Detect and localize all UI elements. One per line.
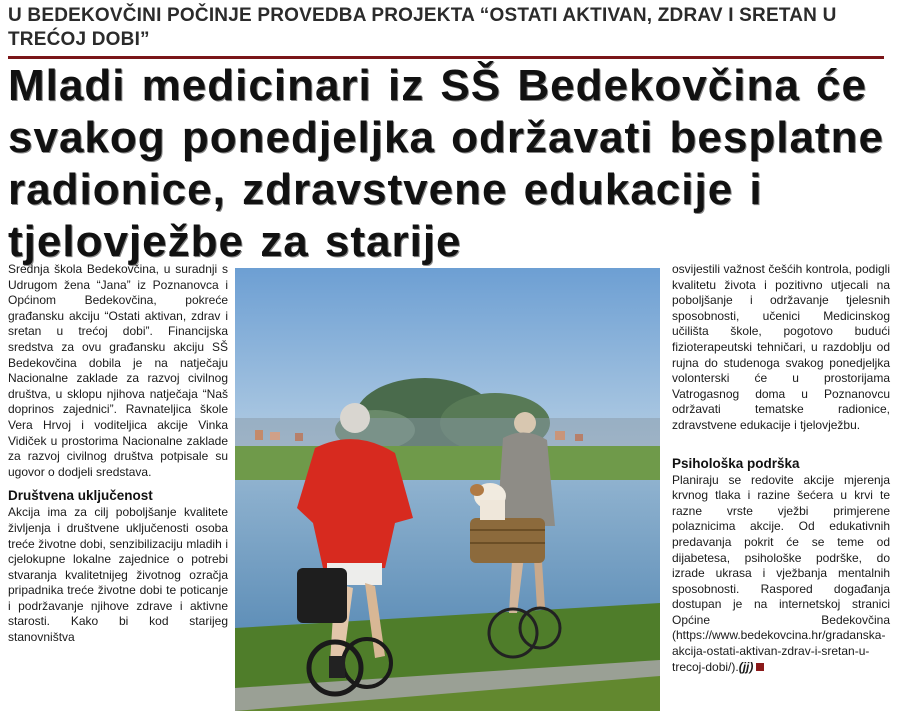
section-paragraph-psychological-support bbox=[672, 473, 890, 676]
elderly-couple-cycling-photo bbox=[235, 268, 660, 711]
end-mark-icon bbox=[756, 663, 764, 671]
right-column bbox=[672, 262, 890, 675]
psych-support-text: Planiraju se redovite akcije mjerenja krvnog tlaka i razine šećera u krvi te razne vrste vježbi primjerene polaznicima akcije. Od edukativnih predavanja pokrit će se teme od dijabetesa, psihološke podrške, do izrade ukrasa i vježbanja mentalnih sposobnosti. Raspored događanja dostupan je na internetskoj stranici Općine Bedekovčina (https://www.bedekovcina.hr/gradanska-akcija-ostati-aktivan-zdrav-i-sretan-u-trecoj-dobi/). bbox=[672, 472, 890, 674]
article-headline: Mladi medicinari iz SŠ Bedekovčina će svakog ponedjeljka održavati besplatne radionice, zdravstvene edukacije i tjelovježbe za starije bbox=[8, 61, 884, 266]
left-column bbox=[8, 262, 228, 646]
section-heading-psychological-support: Psihološka podrška bbox=[672, 455, 800, 471]
article-kicker: U BEDEKOVČINI POČINJE PROVEDBA PROJEKTA “OSTATI AKTIVAN, ZDRAV I SRETAN U TREĆOJ DOBI” bbox=[8, 5, 837, 50]
author-signature: (jj) bbox=[738, 659, 754, 674]
section-paragraph-social-inclusion: Akcija ima za cilj poboljšanje kvalitete življenja i društvene uključenosti osoba treće životne dobi, senzibilizaciju mladih i cjelokupne lokalne zajednice o potrebi stvaranja kvalitetnijeg životnog ozračja pripadnika treće životne dobi te poticanje i podržavanje njihove zdrave i aktivne starosti. Kako bi kod starijeg stanovništva bbox=[8, 505, 228, 645]
section-heading-social-inclusion: Društvena uključenost bbox=[8, 488, 153, 504]
continued-paragraph: osvijestili važnost češćih kontrola, podigli kvalitetu života i pozitivno utjecali na poboljšanje i održavanje tjelesnih sposobnosti, učenici Medicinskog učilišta škole, pogotovo budući fizioterapeutski tehničari, u razdoblju od rujna do studenoga svakog ponedjeljka volonterski će u prostorijama Vatrogasnog doma u Poznanovcu održavati tematske radionice, zdravstvene edukacije i tjelovježbu. bbox=[672, 262, 890, 432]
intro-paragraph: Srednja škola Bedekovčina, u suradnji s Udrugom žena “Jana” iz Poznanovca i Općinom Bedekovčina, pokreće građansku akciju “Ostati aktivan, zdrav i sretan u trećoj dobi”. Financijska sredstva za ovu građansku akciju SŠ Bedekovčina dobila je na natječaju Nacionalne zaklade za razvoj civilnog društva, u sklopu njihova natječaja “Naš doprinos zajednici”. Ravnateljica škole Vera Hrvoj i voditeljica akcije Vinka Vidiček u prostorima Nacionalne zaklade za razvoj civilnog društva potpisale su ugovor o dodjeli sredstava. bbox=[8, 262, 228, 479]
header-rule bbox=[8, 56, 884, 59]
